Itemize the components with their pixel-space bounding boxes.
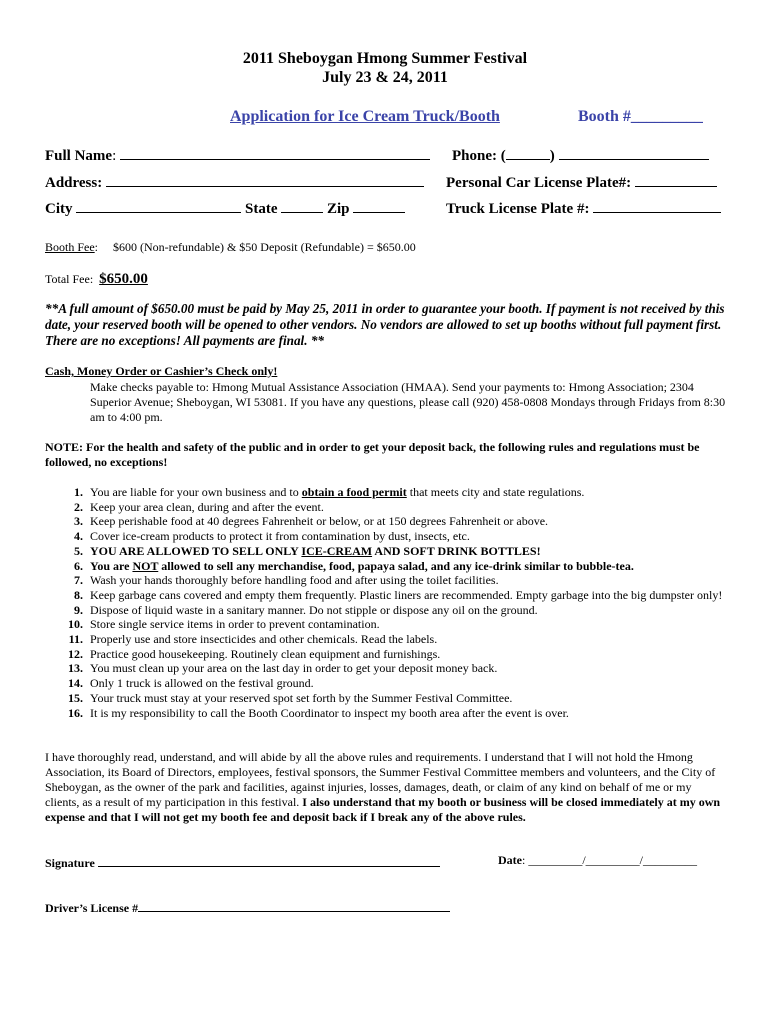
city-label: City (45, 201, 73, 217)
list-item: 7. Wash your hands thoroughly before handling food and after using the toilet facilities. (74, 573, 499, 588)
address-label: Address: (45, 175, 103, 191)
signature-field[interactable] (45, 853, 440, 871)
total-fee-value: $650.00 (99, 271, 148, 287)
list-item: 12. Practice good housekeeping. Routinely clean equipment and furnishings. (68, 646, 441, 661)
area-code-line[interactable] (506, 146, 550, 160)
state-line[interactable] (281, 199, 323, 213)
full-name-line[interactable] (120, 146, 430, 160)
list-item: 2. Keep your area clean, during and after the event. (74, 499, 324, 514)
phone-field[interactable] (452, 146, 709, 165)
phone-label: Phone: ( (452, 148, 506, 164)
list-item: 10. Store single service items in order to prevent contamination. (68, 617, 380, 632)
festival-dates: July 23 & 24, 2011 (322, 69, 448, 86)
list-item: 16. It is my responsibility to call the Booth Coordinator to inspect my booth area after the event is over. (68, 705, 569, 720)
address-line[interactable] (106, 173, 424, 187)
rules-note: NOTE: For the health and safety of the public and in order to get your deposit back, the following rules and regulations must be followed, no exceptions! (45, 440, 700, 469)
application-title: Application for Ice Cream Truck/Booth (230, 108, 500, 125)
booth-fee-row: Booth Fee: $600 (Non-refundable) & $50 Deposit (Refundable) = $650.00 (45, 240, 416, 254)
truck-plate-label: Truck License Plate #: (446, 201, 590, 217)
city-line[interactable] (76, 199, 241, 213)
zip-label: Zip (327, 201, 350, 217)
car-plate-label: Personal Car License Plate#: (446, 175, 632, 191)
rules-list (45, 485, 745, 720)
list-item: 4. Cover ice-cream products to protect it from contamination by dust, insects, etc. (74, 529, 470, 544)
drivers-license-line[interactable] (138, 898, 450, 912)
date-field[interactable] (498, 853, 697, 868)
date-label: Date (498, 853, 522, 867)
phone-close-paren: ) (549, 148, 555, 164)
list-item: 5. YOU ARE ALLOWED TO SELL ONLY ICE-CREAM AND SOFT DRINK BOTTLES! (74, 543, 541, 558)
list-item: 3. Keep perishable food at 40 degrees Fahrenheit or below, or at 150 degrees Fahrenheit or above. (74, 514, 549, 529)
address-field[interactable] (45, 173, 424, 192)
acknowledgement-paragraph: I have thoroughly read, understand, and will abide by all the above rules and requirements. I understand that I will not hold the Hmong Association, its Board of Directors, employees, festival sponsors, the Summer Festival Committee members and volunteers, and the City of Sheboygan, as the owner of the park and facilities, against injuries, losses, damages, death, or claim of any kind on behalf of me or my clients, as a result of my participation in this festival. I also understand that my booth or business will be closed immediately at my own expense and that I will not get my booth fee and deposit back if I break any of the above rules. (45, 750, 721, 824)
drivers-license-field[interactable] (45, 898, 450, 916)
drivers-license-label: Driver’s License # (45, 901, 139, 915)
list-item: 15. Your truck must stay at your reserved spot set forth by the Summer Festival Committee. (68, 690, 513, 705)
total-fee-row (45, 271, 162, 288)
festival-title: 2011 Sheboygan Hmong Summer Festival (242, 50, 528, 67)
truck-plate-line[interactable] (593, 199, 721, 213)
payment-instructions: Make checks payable to: Hmong Mutual Assistance Association (HMAA). Send your payments to: Hmong Association; 2304 Superior Avenue; Sheboygan, WI 53081. If you have any questions, please call (920) 458-0808 Mondays through Fridays from 8:30 am to 4:00 pm. (90, 380, 726, 424)
booth-number-field[interactable]: Booth #_________ (578, 108, 703, 125)
list-item: 14. Only 1 truck is allowed on the festival ground. (68, 676, 314, 691)
phone-number-line[interactable] (559, 146, 709, 160)
truck-plate-field[interactable] (446, 199, 721, 218)
zip-line[interactable] (353, 199, 405, 213)
state-label: State (245, 201, 278, 217)
city-state-zip-row (45, 199, 405, 218)
list-item: 11. Properly use and store insecticides and other chemicals. Read the labels. (68, 632, 438, 647)
list-item: 1. You are liable for your own business and to obtain a food permit that meets city and state regulations. (74, 485, 585, 499)
list-item: 13. You must clean up your area on the last day in order to get your deposit money back. (68, 661, 498, 676)
list-item: 6. You are NOT allowed to sell any merchandise, food, papaya salad, and any ice-drink similar to bubble-tea. (74, 558, 634, 573)
car-plate-line[interactable] (635, 173, 717, 187)
signature-line[interactable] (98, 853, 440, 867)
payment-warning: **A full amount of $650.00 must be paid by May 25, 2011 in order to guarantee your booth. If payment is not received by this date, your reserved booth will be opened to other vendors. No vendors are allowed to set up booths without full payment first. There are no exceptions! All payments are final. ** (45, 301, 725, 348)
date-blanks[interactable]: : _________/_________/_________ (522, 853, 698, 867)
car-plate-field[interactable] (446, 173, 717, 192)
booth-fee-label: Booth Fee (45, 240, 95, 254)
list-item: 8. Keep garbage cans covered and empty them frequently. Plastic liners are recommended. Empty garbage into the big dumpster only! (74, 587, 723, 602)
payment-heading: Cash, Money Order or Cashier’s Check only! (45, 364, 278, 378)
full-name-field[interactable]: Full Name: (45, 146, 430, 165)
booth-fee-text: $600 (Non-refundable) & $50 Deposit (Refundable) = $650.00 (113, 240, 416, 254)
full-name-label: Full Name (45, 148, 113, 164)
signature-label: Signature (45, 856, 95, 870)
total-fee-label: Total Fee: (45, 272, 94, 286)
list-item: 9. Dispose of liquid waste in a sanitary manner. Do not stipple or dispose any oil on the ground. (74, 602, 538, 617)
